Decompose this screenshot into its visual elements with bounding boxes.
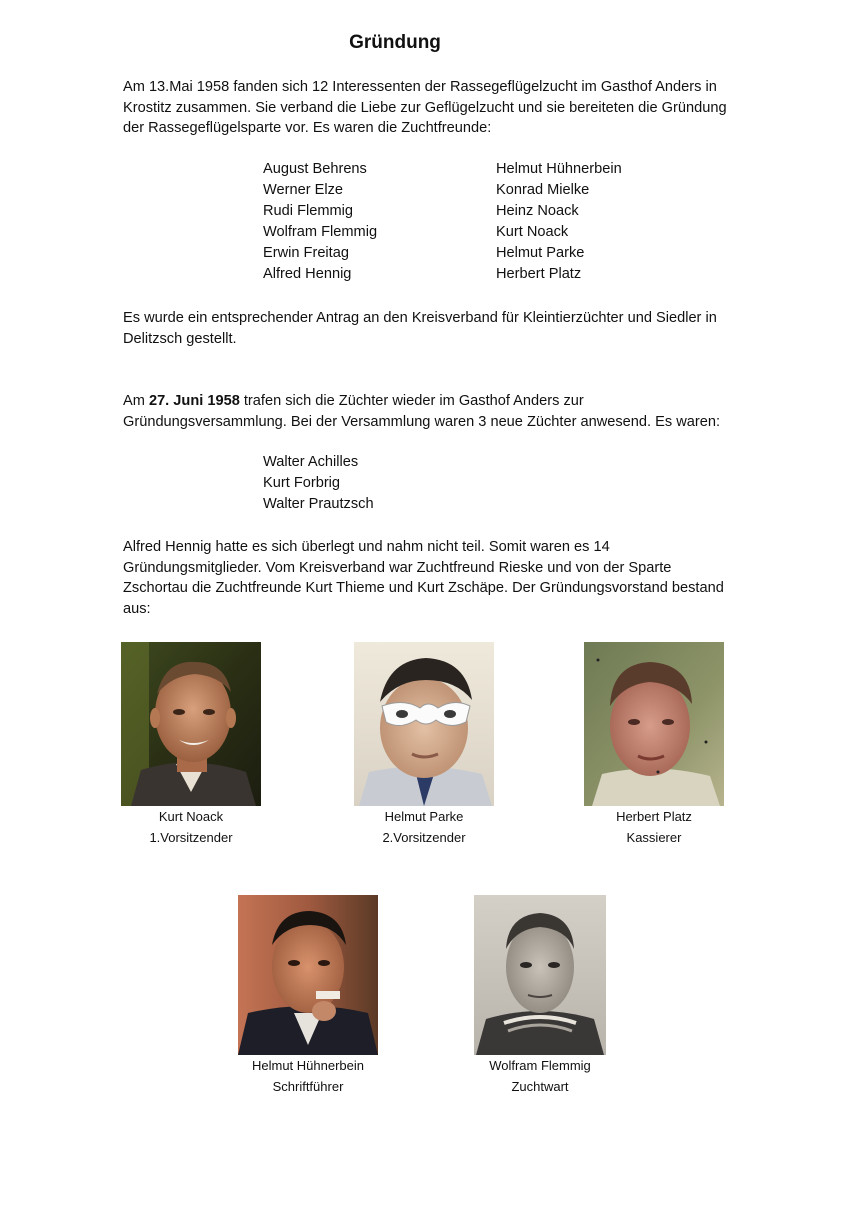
board-member-name: Kurt Noack xyxy=(158,809,224,824)
founder-name: Werner Elze xyxy=(263,182,344,198)
board-member-name: Herbert Platz xyxy=(616,809,692,824)
meeting-date: 27. Juni 1958 xyxy=(148,393,240,409)
founder-name: Rudi Flemmig xyxy=(263,203,354,219)
portrait-photo xyxy=(121,642,261,806)
board-member-card xyxy=(474,895,606,1097)
meeting-prefix: Am xyxy=(123,393,149,409)
board-member-role: Kassierer xyxy=(626,830,682,845)
board-member-name: Wolfram Flemmig xyxy=(489,1058,591,1073)
board-member-card xyxy=(584,642,724,848)
meeting-paragraph xyxy=(123,391,733,432)
board-member-role: 2.Vorsitzender xyxy=(382,830,466,845)
founder-name: Alfred Hennig xyxy=(263,266,352,282)
founder-name: Kurt Noack xyxy=(496,224,569,240)
new-breeders-list xyxy=(263,452,374,515)
founder-name: Wolfram Flemmig xyxy=(263,224,378,240)
board-member-card xyxy=(354,642,494,848)
board-member-role: Schriftführer xyxy=(272,1079,344,1094)
board-member-name: Helmut Parke xyxy=(384,809,464,824)
founder-name: Helmut Hühnerbein xyxy=(496,161,622,177)
portrait-photo xyxy=(584,642,724,806)
portrait-photo xyxy=(238,895,378,1055)
founders-list-right xyxy=(496,159,622,285)
meeting-text: trafen sich die Züchter wieder im Gasthof Anders zur Gründungsversammlung. Bei der Versammlung waren 3 neue Züchter anwesend. Es waren: xyxy=(123,393,721,430)
page-title: Gründung xyxy=(349,32,441,53)
portrait-photo xyxy=(354,642,494,806)
breeder-name: Walter Achilles xyxy=(263,454,359,470)
breeder-name: Kurt Forbrig xyxy=(263,475,341,491)
founders-list-left xyxy=(263,159,377,285)
founder-name: Heinz Noack xyxy=(496,203,579,219)
board-member-role: 1.Vorsitzender xyxy=(149,830,233,845)
board-member-role: Zuchtwart xyxy=(511,1079,569,1094)
closing-paragraph: Alfred Hennig hatte es sich überlegt und nahm nicht teil. Somit waren es 14 Gründungsmitglieder. Vom Kreisverband war Zuchtfreund Rieske und von der Sparte Zschortau die Zuchtfreunde Kurt Thieme und Kurt Zschäpe. Der Gründungsvorstand bestand aus: xyxy=(123,539,724,617)
intro-paragraph: Am 13.Mai 1958 fanden sich 12 Interessenten der Rassegeflügelzucht im Gasthof Anders in Krostitz zusammen. Sie verband die Liebe zur Geflügelzucht und sie bereiteten die Gründung der Rassegeflügelsparte vor. Es waren die Zuchtfreunde: xyxy=(123,79,727,136)
founder-name: August Behrens xyxy=(263,161,367,177)
founder-name: Konrad Mielke xyxy=(496,182,590,198)
founder-name: Herbert Platz xyxy=(496,266,582,282)
breeder-name: Walter Prautzsch xyxy=(263,496,374,512)
board-member-card xyxy=(238,895,378,1097)
founder-name: Helmut Parke xyxy=(496,245,585,261)
application-paragraph: Es wurde ein entsprechender Antrag an den Kreisverband für Kleintierzüchter und Siedler in Delitzsch gestellt. xyxy=(123,310,717,347)
portrait-photo xyxy=(474,895,606,1055)
board-member-card xyxy=(121,642,261,848)
founder-name: Erwin Freitag xyxy=(263,245,349,261)
board-member-name: Helmut Hühnerbein xyxy=(251,1058,364,1073)
